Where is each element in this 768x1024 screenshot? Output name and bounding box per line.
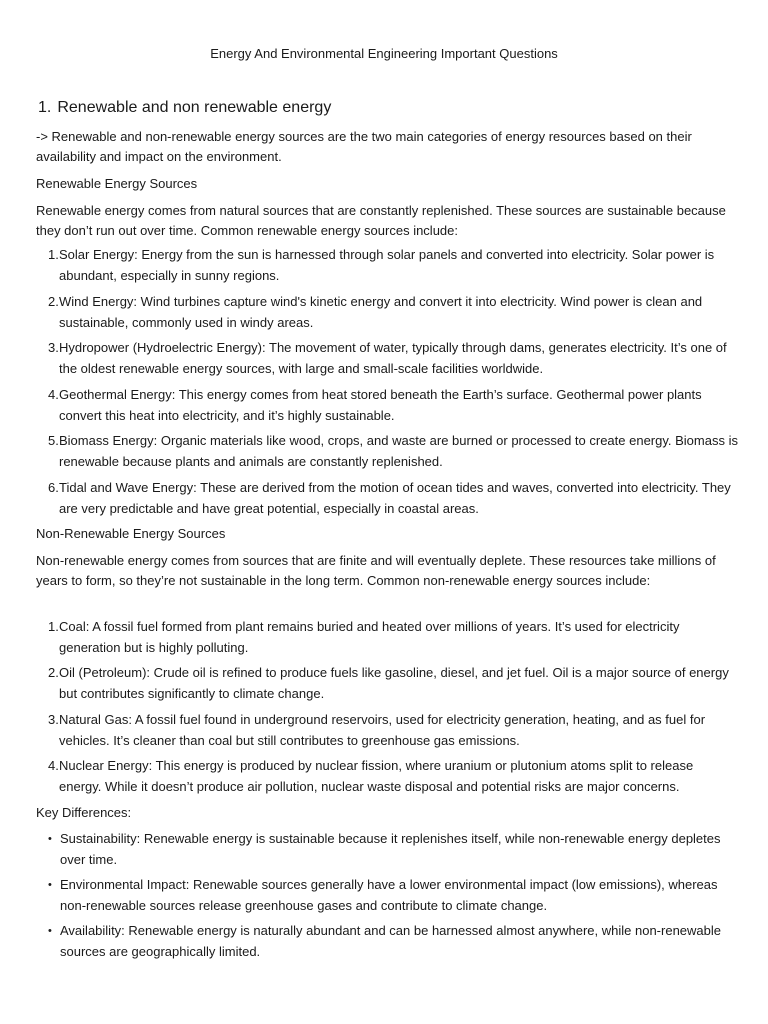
list-text: Tidal and Wave Energy: These are derived from the motion of ocean tides and waves, converted into electricity. They are very predictable and have great potential, especially in coastal areas. [59,480,731,516]
bullet-item [48,921,738,962]
document-title: Energy And Environmental Engineering Important Questions [210,46,558,61]
differences-subheading: Key Differences: [36,805,132,820]
bullet-item [48,875,738,916]
list-number: 1. [48,247,59,262]
list-number: 3. [48,712,59,727]
section-number: 1. [38,99,52,116]
list-text: Solar Energy: Energy from the sun is harnessed through solar panels and converted into electricity. Solar power is abundant, especially in sunny regions. [59,247,715,283]
bullet-icon: • [48,879,52,891]
list-text: Oil (Petroleum): Crude oil is refined to produce fuels like gasoline, diesel, and jet fuel. Oil is a major source of energy but contributes significantly to climate change. [59,665,729,701]
list-item [48,292,738,333]
list-number: 2. [48,665,59,680]
section-heading [38,99,331,117]
list-item [48,245,738,286]
list-number: 4. [48,758,59,773]
bullet-text: Environmental Impact: Renewable sources generally have a lower environmental impact (low emissions), whereas non-renewable sources release greenhouse gases and contribute to climate change. [60,877,718,913]
list-text: Nuclear Energy: This energy is produced by nuclear fission, where uranium or plutonium atoms split to release energy. While it doesn’t produce air pollution, nuclear waste disposal and potential risks are major concerns. [59,758,694,794]
bullet-item [48,829,738,870]
list-item [48,431,738,472]
list-text: Wind Energy: Wind turbines capture wind's kinetic energy and convert it into electricity. Wind power is clean and sustainable, commonly used in windy areas. [59,294,703,330]
list-number: 5. [48,433,59,448]
list-text: Coal: A fossil fuel formed from plant remains buried and heated over millions of years. It’s used for electricity generation but is highly polluting. [59,619,680,655]
list-number: 3. [48,340,59,355]
bullet-icon: • [48,833,52,845]
renewable-paragraph: Renewable energy comes from natural sources that are constantly replenished. These sources are sustainable because they don’t run out over time. Common renewable energy sources include: [36,203,726,238]
list-text: Biomass Energy: Organic materials like wood, crops, and waste are burned or processed to create energy. Biomass is renewable because plants and animals are constantly replenished. [59,433,738,469]
list-item [48,385,738,426]
list-text: Geothermal Energy: This energy comes from heat stored beneath the Earth’s surface. Geothermal power plants convert this heat into electricity, and it’s highly sustainable. [59,387,702,423]
list-text: Natural Gas: A fossil fuel found in underground reservoirs, used for electricity generation, heating, and as fuel for vehicles. It’s cleaner than coal but still contributes to greenhouse gas emissions. [59,712,706,748]
list-number: 4. [48,387,59,402]
list-item [48,663,738,704]
nonrenewable-paragraph: Non-renewable energy comes from sources that are finite and will eventually deplete. These resources take millions of years to form, so they’re not sustainable in the long term. Common non-renewable energy sources include: [36,553,716,588]
bullet-text: Availability: Renewable energy is naturally abundant and can be harnessed almost anywhere, while non-renewable sources are geographically limited. [60,923,722,959]
list-item [48,756,738,797]
bullet-text: Sustainability: Renewable energy is sustainable because it replenishes itself, while non-renewable energy depletes over time. [60,831,721,867]
bullet-icon: • [48,925,52,937]
list-number: 2. [48,294,59,309]
list-item [48,338,738,379]
section-heading-text: Renewable and non renewable energy [57,99,332,116]
renewable-subheading: Renewable Energy Sources [36,176,198,191]
nonrenewable-subheading: Non-Renewable Energy Sources [36,526,226,541]
intro-paragraph: -> Renewable and non-renewable energy sources are the two main categories of energy resources based on their availability and impact on the environment. [36,129,692,164]
list-number: 1. [48,619,59,634]
list-text: Hydropower (Hydroelectric Energy): The movement of water, typically through dams, generates electricity. It’s one of the oldest renewable energy sources, with large and small-scale facilities worldwide. [59,340,727,376]
list-number: 6. [48,480,59,495]
list-item [48,478,738,519]
list-item [48,710,738,751]
list-item [48,617,738,658]
